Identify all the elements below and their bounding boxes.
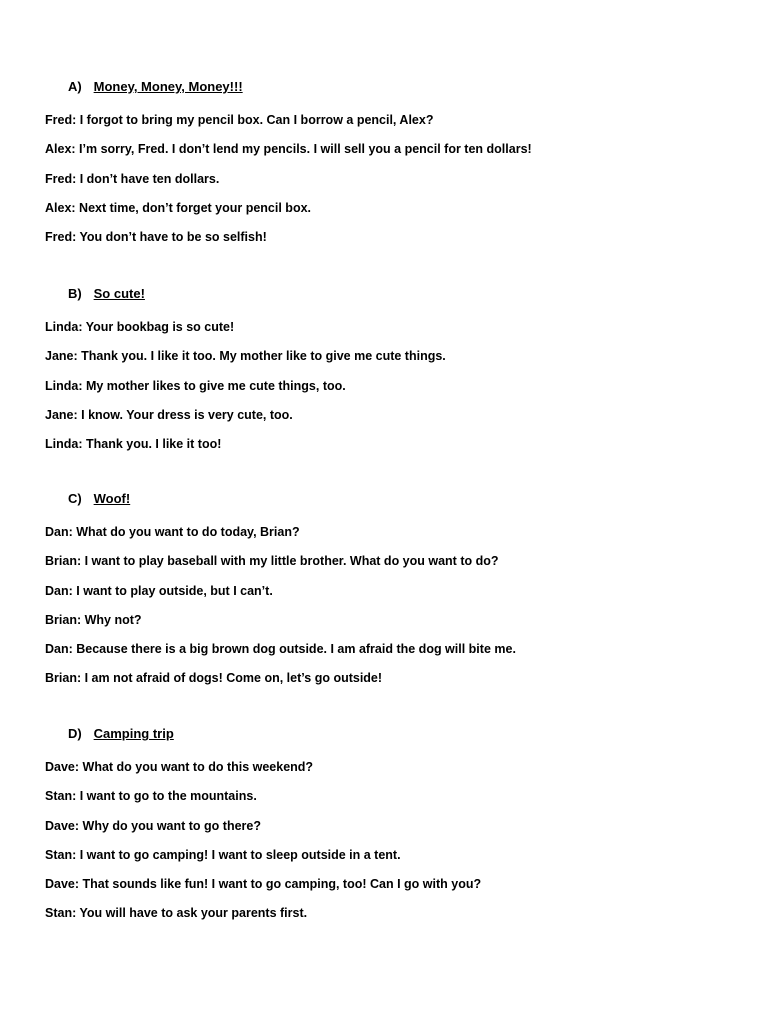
dialogue-line: Dan: What do you want to do today, Brian?: [45, 525, 300, 539]
section-letter: D): [68, 726, 82, 741]
dialogue-section-c: [45, 488, 745, 694]
dialogue-line: Brian: Why not?: [45, 612, 142, 627]
dialogue-line: Alex: Next time, don’t forget your pencil box.: [45, 200, 312, 215]
section-title: Woof!: [93, 491, 131, 506]
section-heading: [68, 488, 745, 510]
dialogue-lines: [45, 106, 745, 252]
dialogue-line: Dan: Because there is a big brown dog outside. I am afraid the dog will bite me.: [45, 642, 516, 657]
dialogue-line: Brian: I am not afraid of dogs! Come on, let’s go outside!: [45, 671, 383, 686]
dialogue-section-d: [45, 723, 745, 929]
dialogue-line: Stan: I want to go to the mountains.: [45, 789, 257, 804]
dialogue-line: Brian: I want to play baseball with my little brother. What do you want to do?: [45, 554, 499, 569]
section-letter: A): [68, 79, 82, 94]
dialogue-line: Fred: I don’t have ten dollars.: [45, 171, 220, 186]
dialogue-lines: [45, 753, 745, 929]
section-title: Camping trip: [93, 726, 174, 741]
section-heading: [68, 76, 745, 98]
dialogue-line: Fred: You don’t have to be so selfish!: [45, 230, 267, 245]
dialogue-section-a: [45, 76, 745, 252]
dialogue-line: Fred: I forgot to bring my pencil box. Can I borrow a pencil, Alex?: [45, 113, 434, 127]
section-letter: B): [68, 286, 82, 301]
dialogue-line: Jane: Thank you. I like it too. My mother like to give me cute things.: [45, 349, 446, 364]
dialogue-line: Stan: I want to go camping! I want to sleep outside in a tent.: [45, 847, 401, 862]
section-letter: C): [68, 491, 82, 506]
dialogue-line: Linda: Thank you. I like it too!: [45, 437, 222, 452]
dialogue-lines: [45, 313, 745, 459]
dialogue-line: Dave: Why do you want to go there?: [45, 818, 261, 833]
dialogue-line: Stan: You will have to ask your parents first.: [45, 906, 308, 921]
section-title: So cute!: [93, 286, 145, 301]
dialogue-section-b: [45, 283, 745, 459]
section-heading: [68, 723, 745, 745]
dialogue-lines: [45, 518, 745, 694]
dialogue-line: Dave: What do you want to do this weekend?: [45, 760, 314, 774]
section-title: Money, Money, Money!!!: [93, 79, 243, 94]
dialogue-line: Jane: I know. Your dress is very cute, too.: [45, 407, 293, 422]
dialogue-line: Linda: My mother likes to give me cute things, too.: [45, 378, 346, 393]
dialogue-line: Dan: I want to play outside, but I can’t.: [45, 583, 273, 598]
dialogue-line: Alex: I’m sorry, Fred. I don’t lend my pencils. I will sell you a pencil for ten dollars!: [45, 142, 532, 157]
dialogue-line: Linda: Your bookbag is so cute!: [45, 320, 235, 334]
dialogue-line: Dave: That sounds like fun! I want to go camping, too! Can I go with you?: [45, 877, 482, 892]
section-heading: [68, 283, 745, 305]
